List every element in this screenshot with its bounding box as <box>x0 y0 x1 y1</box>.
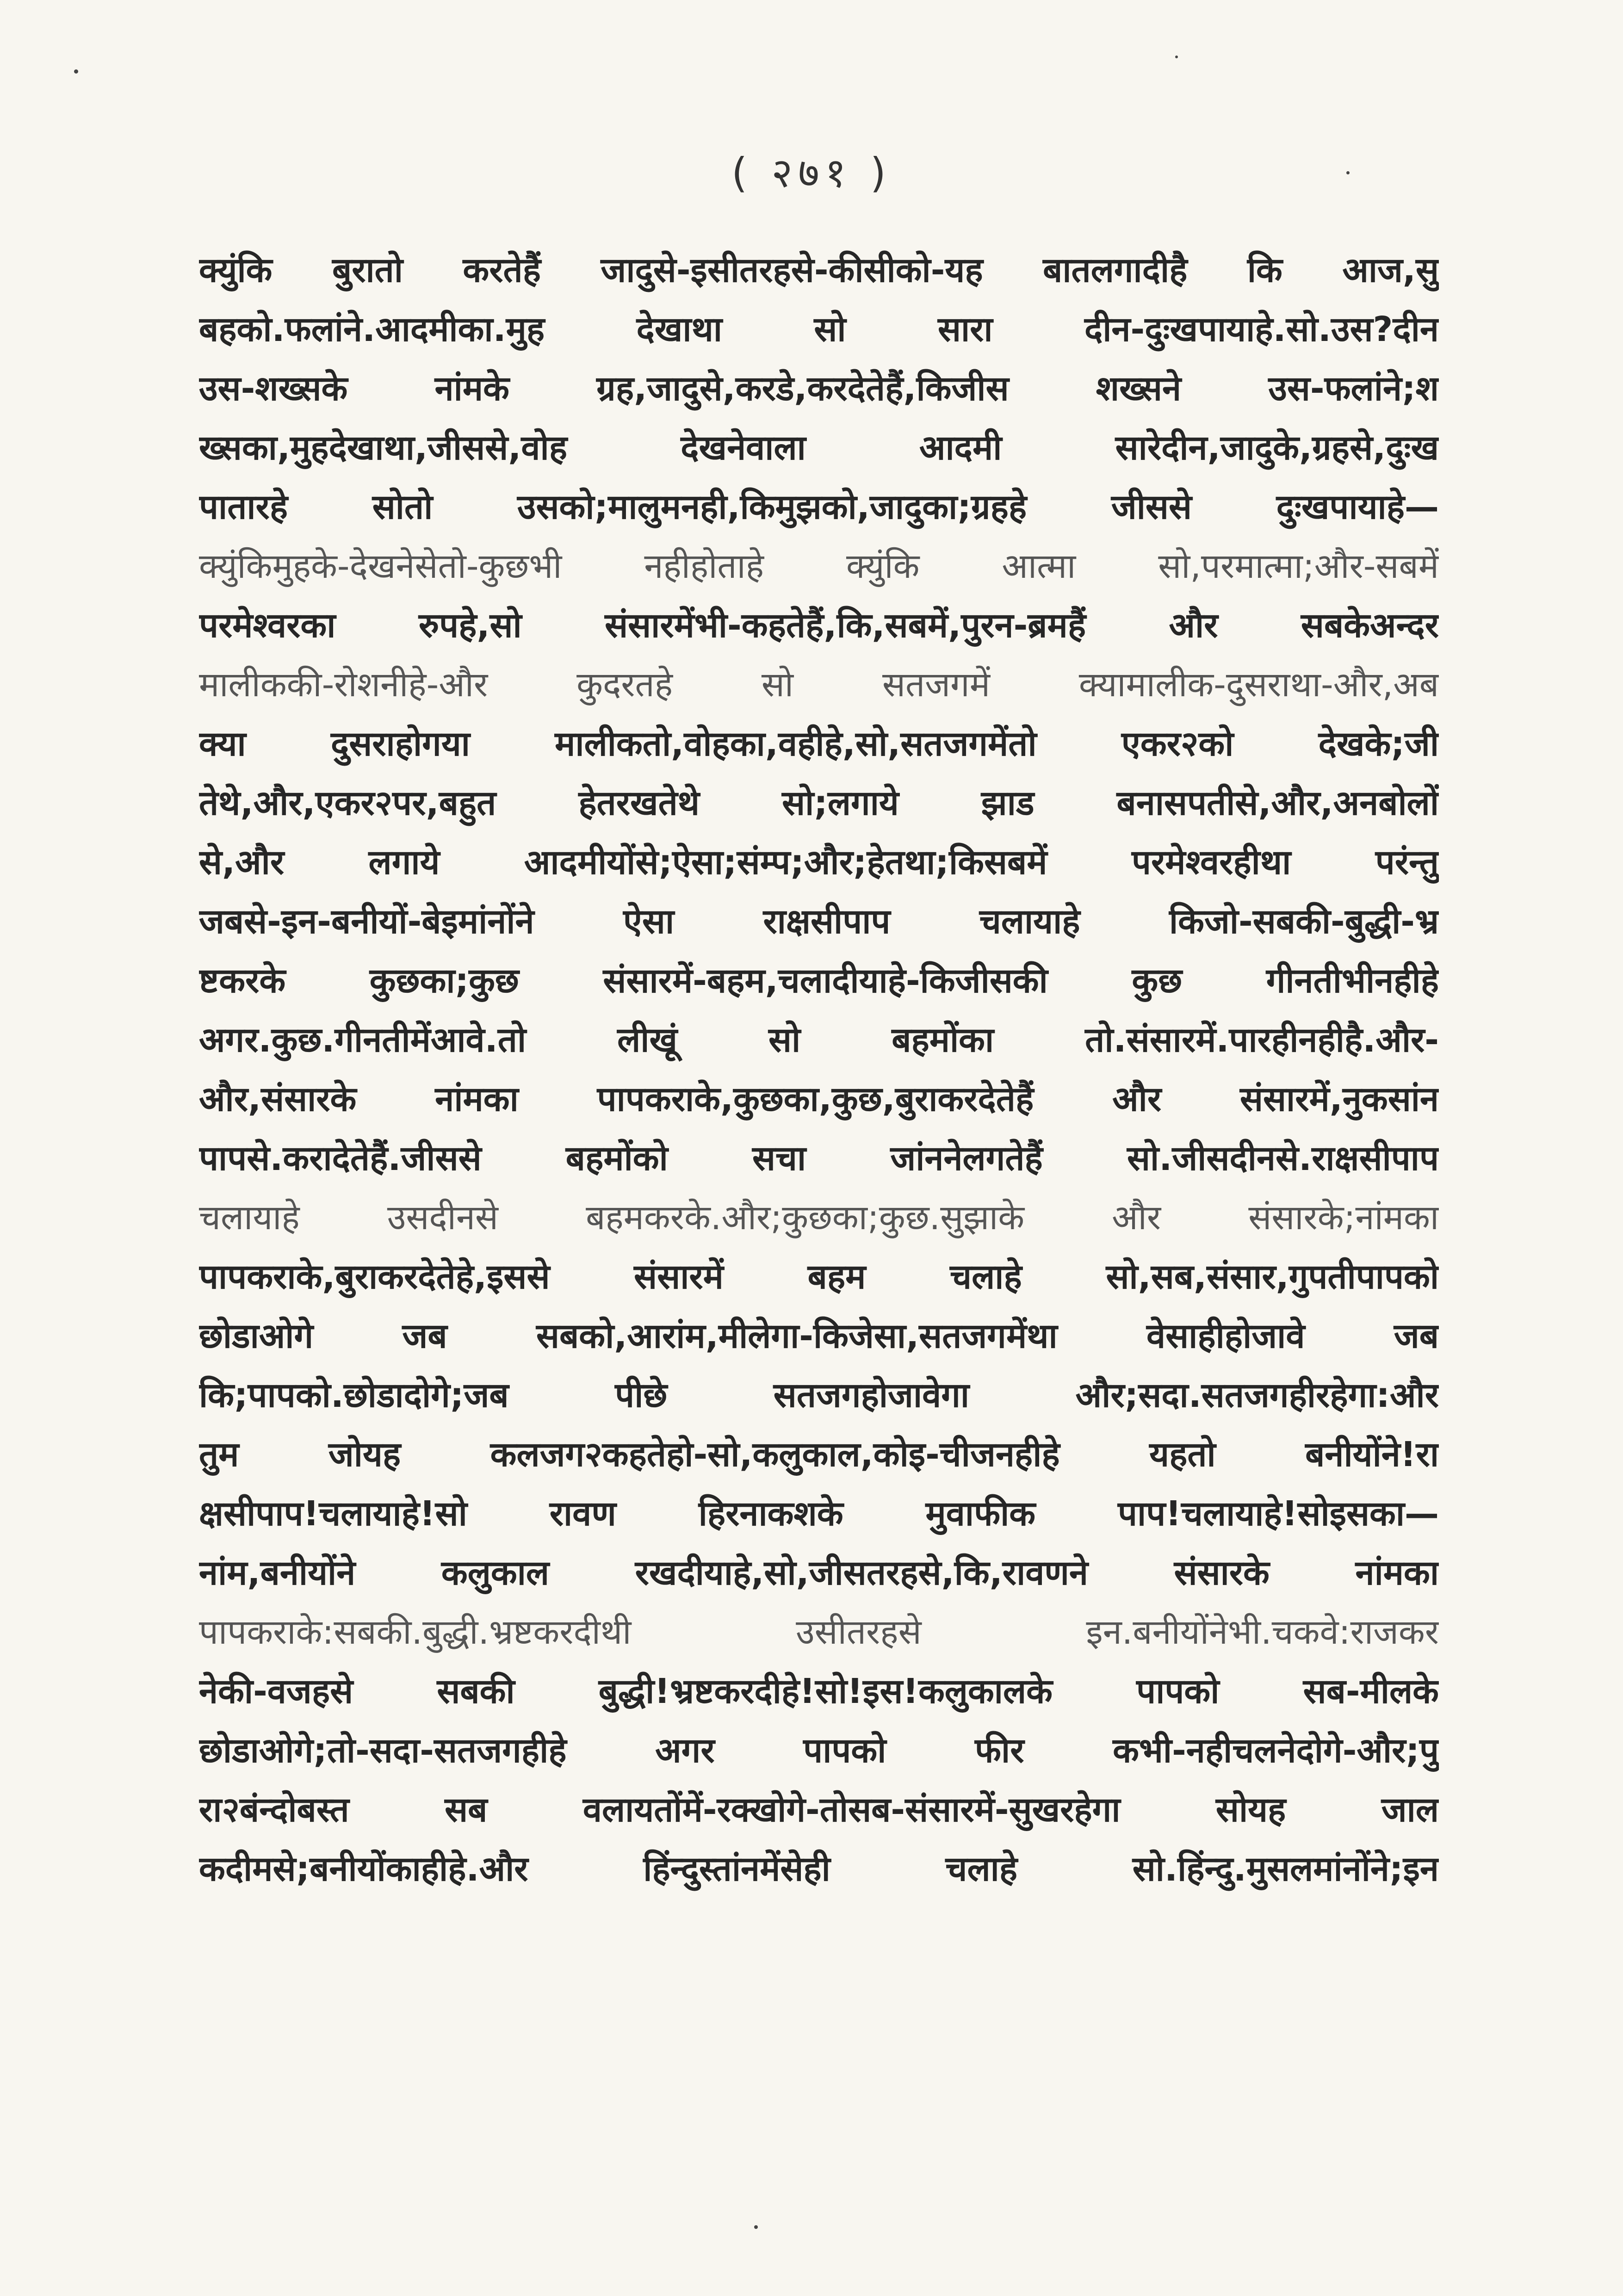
text-line: तेथे,और,एकर२पर,बहुत हेतरखतेथे सो;लगाये झाड बनासपतीसे,और,अनबोलों <box>199 783 1439 823</box>
text-line: नेकी-वजहसे सबकी बुद्धी!भ्रष्टकरदीहे!सो!इस!कलुकालके पापको सब-मीलके <box>199 1671 1439 1711</box>
text-line: मालीककी-रोशनीहे-और कुदरतहे सो सतजगमें क्यामालीक-दुसराथा-और,अब <box>199 665 1439 705</box>
text-line: कि;पापको.छोडादोगे;जब पीछे सतजगहोजावेगा और;सदा.सतजगहीरहेगा:और <box>199 1375 1439 1415</box>
text-line: ष्टकरके कुछका;कुछ संसारमें-बहम,चलादीयाहे-किजीसकी कुछ गीनतीभीनहीहे <box>199 961 1439 1001</box>
text-line: तुम जोयह कलजग२कहतेहो-सो,कलुकाल,कोइ-चीजनहीहे यहतो बनीयोंने!रा <box>199 1435 1439 1474</box>
text-line: क्युंकिमुहके-देखनेसेतो-कुछभी नहीहोताहे क्युंकि आत्मा सो,परमात्मा;और-सबमें <box>199 546 1439 586</box>
text-line: उस-शख्सके नांमके ग्रह,जादुसे,करडे,करदेतेहैं,किजीस शख्सने उस-फलांने;श <box>199 369 1439 408</box>
text-line: कदीमसे;बनीयोंकाहीहे.और हिंन्दुस्तांनमेंसेही चलाहे सो.हिंन्दु.मुसलमांनोंने;इन <box>199 1849 1439 1889</box>
text-line: परमेश्वरका रुपहे,सो संसारमेंभी-कहतेहैं,कि,सबमें,पुरन-ब्रमहैं और सबकेअन्दर <box>199 606 1439 645</box>
text-line: अगर.कुछ.गीनतीमेंआवे.तो लीखूं सो बहमोंका तो.संसारमें.पारहीनहीहै.और- <box>199 1020 1439 1060</box>
text-line: क्षसीपाप!चलायाहे!सो रावण हिरनाकशके मुवाफीक पाप!चलायाहे!सोइसका— <box>199 1494 1439 1534</box>
text-line: पापकराके,बुराकरदेतेहे,इससे संसारमें बहम चलाहे सो,सब,संसार,गुपतीपापको <box>199 1257 1439 1297</box>
scan-speck <box>1175 56 1178 58</box>
text-line: पापकराके:सबकी.बुद्धी.भ्रष्टकरदीथी उसीतरहसे इन.बनीयोंनेभी.चकवे:राजकर <box>199 1612 1439 1652</box>
text-line: नांम,बनीयोंने कलुकाल रखदीयाहे,सो,जीसतरहसे,कि,रावणने संसारके नांमका <box>199 1553 1439 1593</box>
text-line: पातारहे सोतो उसको;मालुमनही,किमुझको,जादुका;ग्रहहे जीससे दुःखपायाहे— <box>199 487 1439 527</box>
text-line: क्या दुसराहोगया मालीकतो,वोहका,वहीहे,सो,सतजगमेंतो एकर२को देखके;जी <box>199 724 1439 764</box>
text-line: बहको.फलांने.आदमीका.मुह देखाथा सो सारा दीन-दुःखपायाहे.सो.उस?दीन <box>199 309 1439 349</box>
text-line: और,संसारके नांमका पापकराके,कुछका,कुछ,बुराकरदेतेहैं और संसारमें,नुकसांन <box>199 1079 1439 1119</box>
text-line: जबसे-इन-बनीयों-बेइमांनोंने ऐसा राक्षसीपाप चलायाहे किजो-सबकी-बुद्धी-भ्र <box>199 902 1439 941</box>
text-line: रा२बंन्दोबस्त सब वलायतोंमें-रक्खोगे-तोसब-संसारमें-सुखरहेगा सोयह जाल <box>199 1790 1439 1830</box>
text-line: ख्सका,मुहदेखाथा,जीससे,वोह देखनेवाला आदमी सारेदीन,जादुके,ग्रहसे,दुःख <box>199 428 1439 468</box>
text-line: छोडाओगे;तो-सदा-सतजगहीहे अगर पापको फीर कभी-नहीचलनेदोगे-और;पु <box>199 1731 1439 1770</box>
text-line: पापसे.करादेतेहैं.जीससे बहमोंको सचा जांननेलगतेहैं सो.जीसदीनसे.राक्षसीपाप <box>199 1139 1439 1178</box>
page-number: ( २७१ ) <box>731 149 892 197</box>
scan-speck <box>754 2225 758 2229</box>
page-body-text <box>199 241 1439 1899</box>
scan-speck <box>1346 171 1350 174</box>
text-line: से,और लगाये आदमीयोंसे;ऐसा;संम्प;और;हेतथा;किसबमें परमेश्वरहीथा परंन्तु <box>199 842 1439 882</box>
text-line: छोडाओगे जब सबको,आरांम,मीलेगा-किजेसा,सतजगमेंथा वेसाहीहोजावे जब <box>199 1316 1439 1356</box>
text-line: चलायाहे उसदीनसे बहमकरके.और;कुछका;कुछ.सुझाके और संसारके;नांमका <box>199 1198 1439 1238</box>
text-line: क्युंकि बुरातो करतेहैं जादुसे-इसीतरहसे-कीसीको-यह बातलगादीहै कि आज,सु <box>199 250 1439 290</box>
scan-speck <box>74 69 78 74</box>
